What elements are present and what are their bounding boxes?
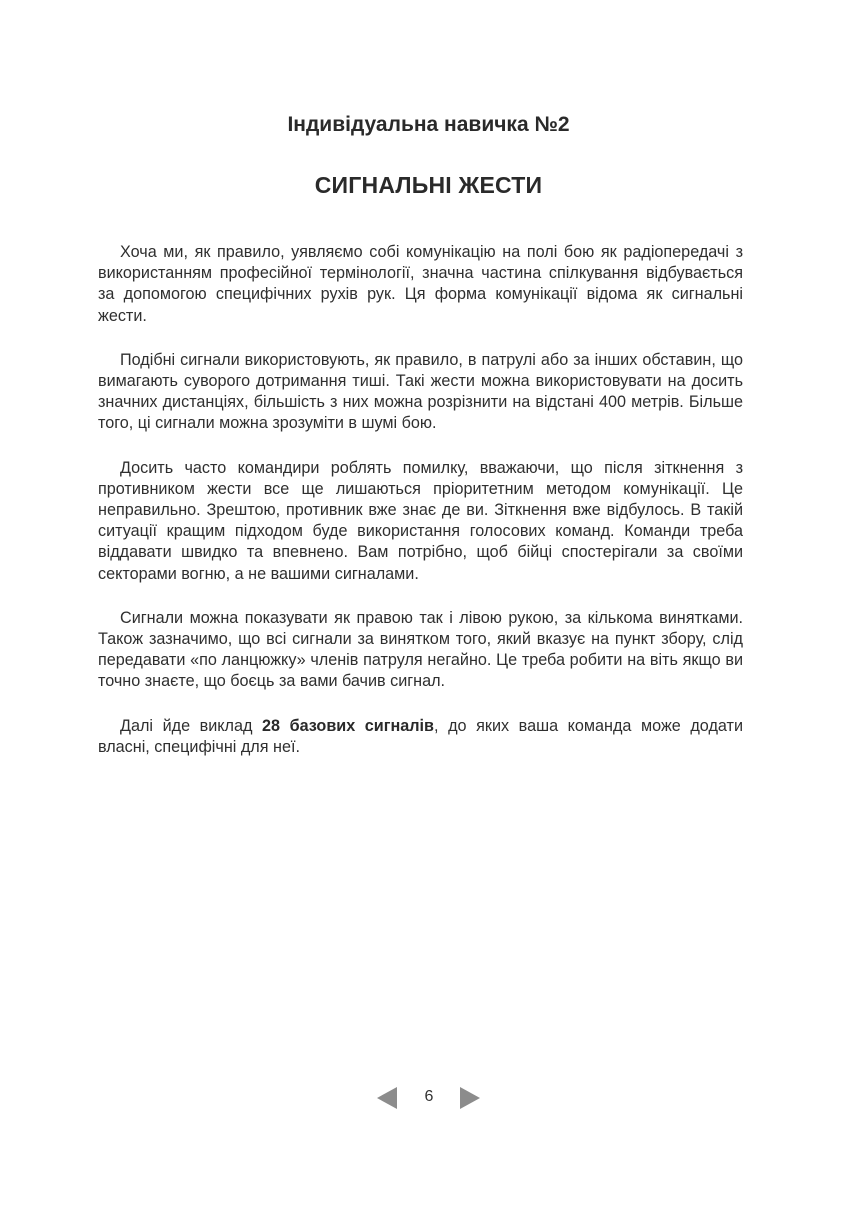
triangle-right-icon[interactable]: [458, 1087, 480, 1109]
paragraph-5-outro: , до яких ваша команда може додати власні, специфічні для неї.: [98, 716, 743, 756]
body-text: [98, 242, 743, 781]
paragraph-5: [98, 716, 743, 758]
paragraph-5-highlight: 28 базових сигналів: [262, 716, 435, 735]
page-title: СИГНАЛЬНІ ЖЕСТИ: [314, 172, 543, 198]
page-footer: [0, 1086, 857, 1110]
triangle-left-icon[interactable]: [377, 1087, 399, 1109]
paragraph-4: Сигнали можна показувати як правою так і лівою рукою, за кількома винятками. Також зазначимо, що всі сигнали за винятком того, який вказує на пункт збору, слід передавати «по ланцюжку» членів патруля негайно. Це треба робити на віть якщо ви точно знаєте, що боєць за вами бачив сигнал.: [98, 608, 743, 691]
section-subtitle: Індивідуальна навичка №2: [287, 113, 570, 136]
paragraph-1: Хоча ми, як правило, уявляємо собі комунікацію на полі бою як радіопередачі з використанням професійної термінології, значна частина спілкування відбувається за допомогою специфічних рухів рук. Ця форма комунікації відома як сигнальні жести.: [98, 243, 743, 325]
paragraph-3: Досить часто командири роблять помилку, вважаючи, що після зіткнення з противником жести все ще лишаються пріоритетним методом комунікації. Це неправильно. Зрештою, противник вже знає де ви. Зіткнення вже відбулось. В такій ситуації кращим підходом буде використання голосових команд. Команди треба віддавати швидко та впевнено. Вам потрібно, щоб бійці спостерігали за своїми секторами вогню, а не вашими сигналами.: [98, 458, 743, 583]
page-number: 6: [424, 1088, 434, 1105]
paragraph-2: Подібні сигнали використовують, як правило, в патрулі або за інших обставин, що вимагають суворого дотримання тиші. Такі жести можна використовувати на досить значних дистанціях, більшість з них можна розрізнити на відстані 400 метрів. Більше того, ці сигнали можна зрозуміти в шумі бою.: [98, 350, 743, 433]
paragraph-5-intro: Далі йде виклад: [120, 716, 263, 735]
